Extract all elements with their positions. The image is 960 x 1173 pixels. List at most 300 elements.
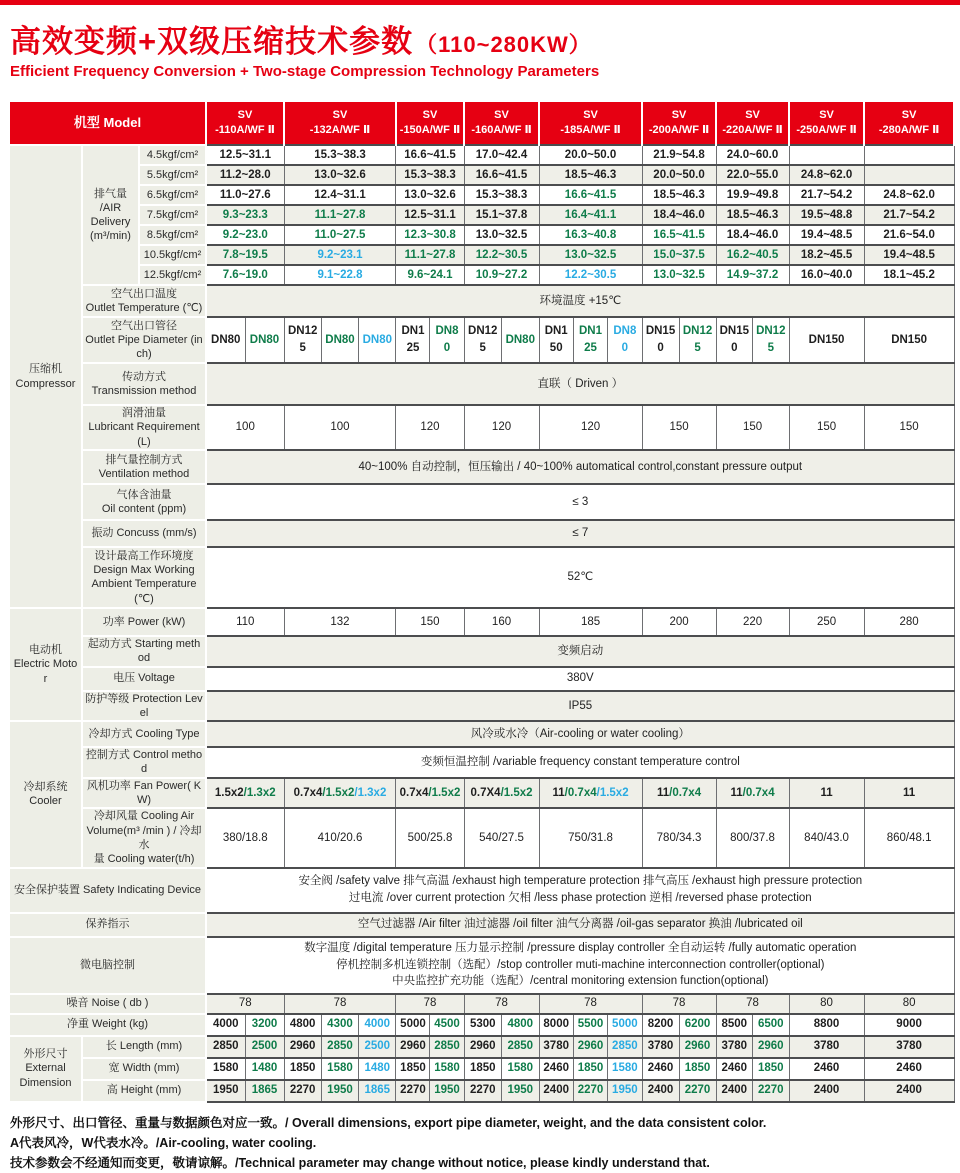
colored-value: 2960 xyxy=(757,1040,784,1053)
value-cell: 120 xyxy=(539,405,642,450)
colored-value: 2850 xyxy=(507,1040,534,1053)
value-cell: 15.1~37.8 xyxy=(464,205,539,225)
colored-value: 2960 xyxy=(684,1040,711,1053)
colored-value: 1865 xyxy=(251,1084,278,1097)
colored-value: 13.0~32.5 xyxy=(653,268,705,281)
value-cell: 150 xyxy=(716,405,789,450)
row-power xyxy=(9,608,954,636)
row-label-cell: 排气量控制方式 Ventilation method xyxy=(82,450,206,484)
colored-value: 1865 xyxy=(364,1084,391,1097)
row-air-5-5 xyxy=(9,165,954,185)
value-cell xyxy=(502,1058,540,1080)
colored-value: 1480 xyxy=(251,1062,278,1075)
value-cell xyxy=(539,265,642,285)
value-cell xyxy=(502,317,540,363)
row-voltage xyxy=(9,667,954,691)
colored-value: 10.9~27.2 xyxy=(475,268,528,281)
value-cell xyxy=(430,1080,464,1102)
value-cell: 750/31.8 xyxy=(539,808,642,867)
row-label-cell: 风机功率 Fan Power( KW) xyxy=(82,778,206,809)
value-cell: 0.7x4/1.5x2/1.3x2 xyxy=(284,778,396,809)
value-cell: 1580 xyxy=(206,1058,245,1080)
value-cell: 20.0~50.0 xyxy=(642,165,716,185)
value-cell: 2460 xyxy=(864,1058,954,1080)
category-cell: 外形尺寸 External Dimension xyxy=(9,1036,82,1102)
colored-value: 4500 xyxy=(434,1018,460,1031)
row-safety-device xyxy=(9,868,954,913)
value-cell xyxy=(321,317,358,363)
colored-value: 1950 xyxy=(434,1084,460,1097)
value-cell xyxy=(359,1014,396,1036)
value-cell: 0.7x4/1.5x2 xyxy=(396,778,464,809)
value-cell: 120 xyxy=(396,405,464,450)
value-cell: 185 xyxy=(539,608,642,636)
row-label-cell: 控制方式 Control method xyxy=(82,747,206,778)
row-label-cell: 振动 Concuss (mm/s) xyxy=(82,520,206,547)
value-cell xyxy=(789,145,864,165)
value-cell: 250 xyxy=(789,608,864,636)
value-cell: 200 xyxy=(642,608,716,636)
value-cell xyxy=(642,245,716,265)
colored-value: 2500 xyxy=(364,1040,391,1053)
spec-table xyxy=(8,100,955,1102)
span-value-cell: ≤ 7 xyxy=(206,520,954,547)
row-concuss xyxy=(9,520,954,547)
colored-value: /0.7x4 xyxy=(669,786,702,799)
value-cell: DN150 xyxy=(642,317,679,363)
value-cell xyxy=(608,1036,642,1058)
value-cell: 132 xyxy=(284,608,396,636)
value-cell xyxy=(502,1014,540,1036)
colored-value: 9.2~23.1 xyxy=(317,248,363,261)
value-cell: 380/18.8 xyxy=(206,808,284,867)
value-cell: DN150 xyxy=(789,317,864,363)
row-transmission-method xyxy=(9,363,954,405)
row-ventilation-method xyxy=(9,450,954,484)
value-cell xyxy=(284,265,396,285)
colored-value: 12.3~30.8 xyxy=(404,228,456,241)
value-cell xyxy=(502,1036,540,1058)
value-cell xyxy=(753,317,790,363)
colored-value: 1950 xyxy=(327,1084,353,1097)
value-cell: 1950 xyxy=(206,1080,245,1102)
row-maintenance-indication xyxy=(9,913,954,937)
colored-value: 2270 xyxy=(684,1084,711,1097)
colored-value: 9.2~23.0 xyxy=(222,228,268,241)
value-cell: 2400 xyxy=(789,1080,864,1102)
value-cell xyxy=(245,1080,284,1102)
value-cell: 500/25.8 xyxy=(396,808,464,867)
page xyxy=(0,25,960,1173)
colored-value: 16.3~40.8 xyxy=(564,228,617,241)
value-cell xyxy=(608,317,642,363)
row-label-cell: 起动方式 Starting method xyxy=(82,636,206,667)
value-cell: 11/0.7x4 xyxy=(642,778,716,809)
value-cell xyxy=(753,1014,790,1036)
value-cell: 9000 xyxy=(864,1014,954,1036)
row-oil-content xyxy=(9,484,954,520)
sub-label-cell: 7.5kgf/cm² xyxy=(139,205,206,225)
value-cell: 19.5~48.8 xyxy=(789,205,864,225)
colored-value: 16.5~41.5 xyxy=(653,228,705,241)
row-cooling-air-volume xyxy=(9,808,954,867)
value-cell: 18.5~46.3 xyxy=(539,165,642,185)
value-cell xyxy=(539,245,642,265)
value-cell: 24.8~62.0 xyxy=(789,165,864,185)
value-cell: 2960 xyxy=(284,1036,321,1058)
row-design-max-ambient xyxy=(9,547,954,608)
value-cell: 21.6~54.0 xyxy=(864,225,954,245)
value-cell: 18.5~46.3 xyxy=(716,205,789,225)
colored-value: 1580 xyxy=(434,1062,460,1075)
model-header-cell: 机型 Model xyxy=(9,101,206,145)
value-cell: 5000 xyxy=(396,1014,430,1036)
row-label-cell: 空气出口管径 Outlet Pipe Diameter (inch) xyxy=(82,317,206,363)
value-cell: DN125 xyxy=(396,317,430,363)
value-cell: 11.0~27.6 xyxy=(206,185,284,205)
colored-value: 7.8~19.5 xyxy=(222,248,268,261)
colored-value: 14.9~37.2 xyxy=(726,268,779,281)
value-cell: 19.4~48.5 xyxy=(864,245,954,265)
colored-value: /0.7x4 xyxy=(742,786,775,799)
value-cell xyxy=(679,317,716,363)
value-cell: 24.8~62.0 xyxy=(864,185,954,205)
value-cell xyxy=(608,1058,642,1080)
colored-value: 16.2~40.5 xyxy=(726,248,779,261)
span-value-cell: IP55 xyxy=(206,691,954,722)
model-column-header: SV -200A/WF Ⅱ xyxy=(642,101,716,145)
span-value-cell: 40~100% 自动控制，恒压输出 / 40~100% automatical control,constant pressure output xyxy=(206,450,954,484)
colored-value: 1480 xyxy=(364,1062,391,1075)
value-cell: DN150 xyxy=(716,317,752,363)
row-label-cell: 设计最高工作环境度 Design Max Working Ambient Temperature (℃) xyxy=(82,547,206,608)
colored-value: DN80 xyxy=(613,325,637,355)
value-cell xyxy=(502,1080,540,1102)
row-width xyxy=(9,1058,954,1080)
colored-value: 16.4~41.1 xyxy=(564,208,617,221)
colored-value: DN80 xyxy=(249,333,280,346)
category-cell: 压缩机 Compressor xyxy=(9,145,82,608)
colored-value: 5500 xyxy=(577,1018,604,1031)
value-cell: 19.4~48.5 xyxy=(789,225,864,245)
row-fan-power xyxy=(9,778,954,809)
value-cell: 13.0~32.6 xyxy=(284,165,396,185)
value-cell xyxy=(716,245,789,265)
value-cell: 16.0~40.0 xyxy=(789,265,864,285)
colored-value: /1.5x2 xyxy=(428,786,461,799)
value-cell xyxy=(430,1036,464,1058)
colored-value: 1580 xyxy=(327,1062,353,1075)
value-cell: 5300 xyxy=(464,1014,502,1036)
colored-value: 11.1~27.8 xyxy=(404,248,456,261)
value-cell xyxy=(539,205,642,225)
value-cell: 18.5~46.3 xyxy=(642,185,716,205)
value-cell: 11/0.7x4/1.5x2 xyxy=(539,778,642,809)
value-cell: DN80 xyxy=(206,317,245,363)
value-cell: 220 xyxy=(716,608,789,636)
value-cell: 110 xyxy=(206,608,284,636)
value-cell xyxy=(753,1080,790,1102)
colored-value: DN125 xyxy=(756,325,786,355)
colored-value: DN80 xyxy=(435,325,459,355)
value-cell xyxy=(321,1036,358,1058)
row-net-weight xyxy=(9,1014,954,1036)
value-cell: 3780 xyxy=(716,1036,752,1058)
value-cell xyxy=(245,1058,284,1080)
value-cell: 78 xyxy=(396,994,464,1014)
value-cell xyxy=(679,1080,716,1102)
span-value-cell: 380V xyxy=(206,667,954,691)
value-cell xyxy=(679,1058,716,1080)
value-cell xyxy=(573,1014,607,1036)
footnote-line: 外形尺寸、出口管径、重量与数据颜色对应一致。/ Overall dimensions, export pipe diameter, weight, and the data consistent color. xyxy=(10,1115,767,1130)
value-cell: 150 xyxy=(642,405,716,450)
colored-value: 1950 xyxy=(612,1084,638,1097)
value-cell: 78 xyxy=(642,994,716,1014)
colored-value: DN125 xyxy=(579,325,603,355)
row-lubricant-requirement xyxy=(9,405,954,450)
page-title-range: （110~280KW） xyxy=(415,32,592,57)
value-cell: 80 xyxy=(864,994,954,1014)
value-cell: 15.3~38.3 xyxy=(284,145,396,165)
value-cell: 100 xyxy=(284,405,396,450)
value-cell xyxy=(359,317,396,363)
sub-label-cell: 8.5kgf/cm² xyxy=(139,225,206,245)
row-label-cell: 保养指示 xyxy=(9,913,206,937)
row-height xyxy=(9,1080,954,1102)
row-label-cell: 冷却方式 Cooling Type xyxy=(82,721,206,747)
value-cell xyxy=(396,225,464,245)
colored-value: 1850 xyxy=(757,1062,784,1075)
value-cell: 78 xyxy=(539,994,642,1014)
colored-value: 6200 xyxy=(684,1018,711,1031)
colored-value: /1.5x2 xyxy=(596,786,629,799)
value-cell: 8200 xyxy=(642,1014,679,1036)
span-value-cell: 变频恒温控制 /variable frequency constant temperature control xyxy=(206,747,954,778)
value-cell: 21.7~54.2 xyxy=(789,185,864,205)
value-cell xyxy=(464,245,539,265)
value-cell: 24.0~60.0 xyxy=(716,145,789,165)
colored-value: 1850 xyxy=(684,1062,711,1075)
row-label-cell: 功率 Power (kW) xyxy=(82,608,206,636)
value-cell: 12.4~31.1 xyxy=(284,185,396,205)
value-cell: 2400 xyxy=(642,1080,679,1102)
value-cell xyxy=(206,225,284,245)
value-cell: 2270 xyxy=(464,1080,502,1102)
value-cell: 78 xyxy=(464,994,539,1014)
colored-value: 1580 xyxy=(507,1062,534,1075)
category-cell: 冷却系统 Cooler xyxy=(9,721,82,867)
value-cell: 3780 xyxy=(642,1036,679,1058)
colored-value: 1580 xyxy=(612,1062,638,1075)
colored-value: DN80 xyxy=(505,333,535,346)
span-value-cell: 变频启动 xyxy=(206,636,954,667)
value-cell: 78 xyxy=(284,994,396,1014)
model-column-header: SV -160A/WF Ⅱ xyxy=(464,101,539,145)
value-cell: 3780 xyxy=(789,1036,864,1058)
colored-value: /1.5x2 xyxy=(500,786,533,799)
value-cell: 11.2~28.0 xyxy=(206,165,284,185)
colored-value: /1.3x2 xyxy=(354,786,387,799)
value-cell: 18.4~46.0 xyxy=(642,205,716,225)
row-label-cell: 防护等级 Protection Level xyxy=(82,691,206,722)
value-cell xyxy=(608,1014,642,1036)
row-cooling-type xyxy=(9,721,954,747)
colored-value: 9.3~23.3 xyxy=(222,208,268,221)
value-cell: 120 xyxy=(464,405,539,450)
value-cell: 840/43.0 xyxy=(789,808,864,867)
span-value-cell: ≤ 3 xyxy=(206,484,954,520)
value-cell: 100 xyxy=(206,405,284,450)
row-label-cell: 长 Length (mm) xyxy=(82,1036,206,1058)
page-subtitle: Efficient Frequency Conversion + Two-stage Compression Technology Parameters xyxy=(10,63,600,81)
model-column-header: SV -150A/WF Ⅱ xyxy=(396,101,464,145)
value-cell: 11/0.7x4 xyxy=(716,778,789,809)
colored-value: 9.6~24.1 xyxy=(407,268,453,281)
value-cell: 2460 xyxy=(716,1058,752,1080)
span-value-cell: 风冷或水冷（Air-cooling or water cooling） xyxy=(206,721,954,747)
row-protection-level xyxy=(9,691,954,722)
value-cell xyxy=(359,1058,396,1080)
value-cell: DN125 xyxy=(464,317,502,363)
value-cell: 80 xyxy=(789,994,864,1014)
row-label-cell: 电压 Voltage xyxy=(82,667,206,691)
value-cell: 11 xyxy=(789,778,864,809)
row-label-cell: 气体含油量 Oil content (ppm) xyxy=(82,484,206,520)
row-outlet-temperature xyxy=(9,285,954,317)
row-label-cell: 微电脑控制 xyxy=(9,937,206,994)
row-air-6-5 xyxy=(9,185,954,205)
value-cell: 780/34.3 xyxy=(642,808,716,867)
row-air-10-5 xyxy=(9,245,954,265)
colored-value: 2270 xyxy=(757,1084,784,1097)
row-air-12-5 xyxy=(9,265,954,285)
value-cell xyxy=(321,1080,358,1102)
span-value-cell: 52℃ xyxy=(206,547,954,608)
value-cell: 20.0~50.0 xyxy=(539,145,642,165)
colored-value: DN80 xyxy=(362,333,392,346)
colored-value: DN80 xyxy=(325,333,355,346)
page-title xyxy=(10,25,952,59)
model-column-header: SV -250A/WF Ⅱ xyxy=(789,101,864,145)
colored-value: 5000 xyxy=(612,1018,638,1031)
value-cell xyxy=(573,1036,607,1058)
category-cell: 电动机 Electric Motor xyxy=(9,608,82,721)
value-cell: 410/20.6 xyxy=(284,808,396,867)
colored-value: 3200 xyxy=(251,1018,278,1031)
colored-value: 6500 xyxy=(757,1018,784,1031)
colored-value: 1950 xyxy=(507,1084,534,1097)
span-value-cell: 环境温度 +15℃ xyxy=(206,285,954,317)
row-label-cell: 高 Height (mm) xyxy=(82,1080,206,1102)
colored-value: 2850 xyxy=(327,1040,353,1053)
value-cell: 150 xyxy=(789,405,864,450)
value-cell: 78 xyxy=(716,994,789,1014)
value-cell: 2400 xyxy=(864,1080,954,1102)
value-cell: 21.7~54.2 xyxy=(864,205,954,225)
value-cell: 11 xyxy=(864,778,954,809)
row-control-method xyxy=(9,747,954,778)
value-cell: 3780 xyxy=(864,1036,954,1058)
value-cell: 16.6~41.5 xyxy=(396,145,464,165)
value-cell: 2460 xyxy=(789,1058,864,1080)
value-cell xyxy=(206,245,284,265)
value-cell: 18.2~45.5 xyxy=(789,245,864,265)
sub-label-cell: 12.5kgf/cm² xyxy=(139,265,206,285)
sub-label-cell: 5.5kgf/cm² xyxy=(139,165,206,185)
value-cell xyxy=(573,317,607,363)
row-outlet-pipe-diameter xyxy=(9,317,954,363)
value-cell xyxy=(321,1058,358,1080)
colored-value: 11.1~27.8 xyxy=(314,208,366,221)
value-cell xyxy=(284,205,396,225)
value-cell: 540/27.5 xyxy=(464,808,539,867)
value-cell: 2850 xyxy=(206,1036,245,1058)
row-label-cell: 空气出口温度 Outlet Temperature (℃) xyxy=(82,285,206,317)
sub-label-cell: 6.5kgf/cm² xyxy=(139,185,206,205)
span-value-cell: 直联（ Driven ） xyxy=(206,363,954,405)
model-column-header: SV -280A/WF Ⅱ xyxy=(864,101,954,145)
value-cell xyxy=(573,1080,607,1102)
value-cell xyxy=(864,145,954,165)
row-label-cell: 宽 Width (mm) xyxy=(82,1058,206,1080)
value-cell xyxy=(679,1036,716,1058)
value-cell: 800/37.8 xyxy=(716,808,789,867)
colored-value: 2270 xyxy=(577,1084,604,1097)
value-cell: 12.5~31.1 xyxy=(206,145,284,165)
value-cell xyxy=(864,165,954,185)
value-cell: 150 xyxy=(864,405,954,450)
value-cell: 13.0~32.5 xyxy=(464,225,539,245)
value-cell: 15.3~38.3 xyxy=(396,165,464,185)
value-cell: 0.7X4/1.5x2 xyxy=(464,778,539,809)
value-cell xyxy=(245,1036,284,1058)
span-value-cell: 数字温度 /digital temperature 压力显示控制 /pressure display controller 全自动运转 /fully automatic operation 停机控制多机连锁控制（选配）/stop controller muti-machine interconnection controller(optional) 中央监控扩充功能（选配）/central monitoring extension function(optional) xyxy=(206,937,954,994)
value-cell: 16.6~41.5 xyxy=(464,165,539,185)
value-cell xyxy=(573,1058,607,1080)
value-cell xyxy=(359,1036,396,1058)
colored-value: 9.1~22.8 xyxy=(317,268,363,281)
value-cell xyxy=(642,225,716,245)
value-cell: 4000 xyxy=(206,1014,245,1036)
colored-value: /1.5x2 xyxy=(322,786,355,799)
value-cell: 8500 xyxy=(716,1014,752,1036)
row-air-7-5 xyxy=(9,205,954,225)
value-cell xyxy=(321,1014,358,1036)
value-cell: 2960 xyxy=(396,1036,430,1058)
colored-value: 2850 xyxy=(612,1040,638,1053)
value-cell xyxy=(359,1080,396,1102)
value-cell xyxy=(539,225,642,245)
value-cell xyxy=(396,245,464,265)
value-cell: 18.4~46.0 xyxy=(716,225,789,245)
value-cell: 15.3~38.3 xyxy=(464,185,539,205)
group-label-cell: 排气量 /AIR Delivery (m³/min) xyxy=(82,145,139,285)
value-cell: DN125 xyxy=(284,317,321,363)
value-cell xyxy=(284,245,396,265)
value-cell: 1850 xyxy=(396,1058,430,1080)
value-cell xyxy=(430,317,464,363)
value-cell xyxy=(753,1058,790,1080)
row-starting-method xyxy=(9,636,954,667)
value-cell xyxy=(608,1080,642,1102)
value-cell: 78 xyxy=(206,994,284,1014)
row-label-cell: 噪音 Noise ( db ) xyxy=(9,994,206,1014)
value-cell: 2270 xyxy=(396,1080,430,1102)
value-cell: 860/48.1 xyxy=(864,808,954,867)
row-noise xyxy=(9,994,954,1014)
colored-value: 13.0~32.5 xyxy=(564,248,617,261)
